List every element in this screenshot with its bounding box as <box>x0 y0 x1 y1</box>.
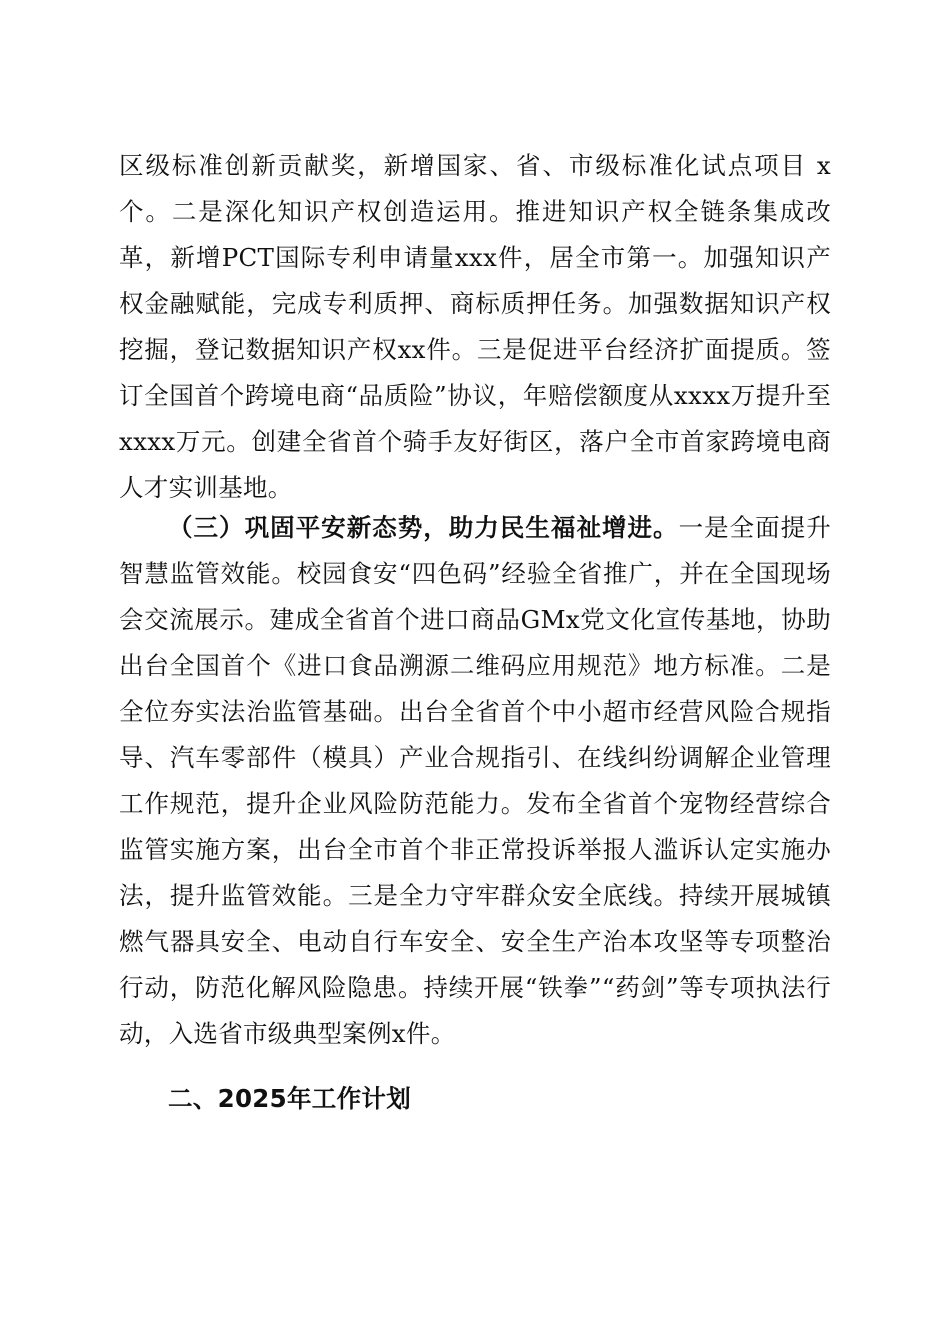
section-three-lead: （三）巩固平安新态势，助力民生福祉增进。 <box>168 513 679 542</box>
paragraph-continued: 区级标准创新贡献奖，新增国家、省、市级标准化试点项目 x 个。二是深化知识产权创造运用。推进知识产权全链条集成改革，新增PCT国际专利申请量xxx件，居全市第一。加强知识产权金融赋能，完成专利质押、商标质押任务。加强数据知识产权挖掘，登记数据知识产权xx件。三是促进平台经济扩面提质。签订全国首个跨境电商“品质险”协议，年赔偿额度从xxxx万提升至xxxx万元。创建全省首个骑手友好街区，落户全市首家跨境电商人才实训基地。 <box>119 151 831 502</box>
paragraph-section-three <box>119 505 831 1057</box>
section-three-body: 一是全面提升智慧监管效能。校园食安“四色码”经验全省推广，并在全国现场会交流展示。建成全省首个进口商品GMx党文化宣传基地，协助出台全国首个《进口食品溯源二维码应用规范》地方标准。二是全位夯实法治监管基础。出台全省首个中小超市经营风险合规指导、汽车零部件（模具）产业合规指引、在线纠纷调解企业管理工作规范，提升企业风险防范能力。发布全省首个宠物经营综合监管实施方案，出台全市首个非正常投诉举报人滥诉认定实施办法，提升监管效能。三是全力守牢群众安全底线。持续开展城镇燃气器具安全、电动自行车安全、安全生产治本攻坚等专项整治行动，防范化解风险隐患。持续开展“铁拳”“药剑”等专项执法行动，入选省市级典型案例x件。 <box>119 513 831 1048</box>
section-heading: 二、2025年工作计划 <box>168 1084 411 1113</box>
